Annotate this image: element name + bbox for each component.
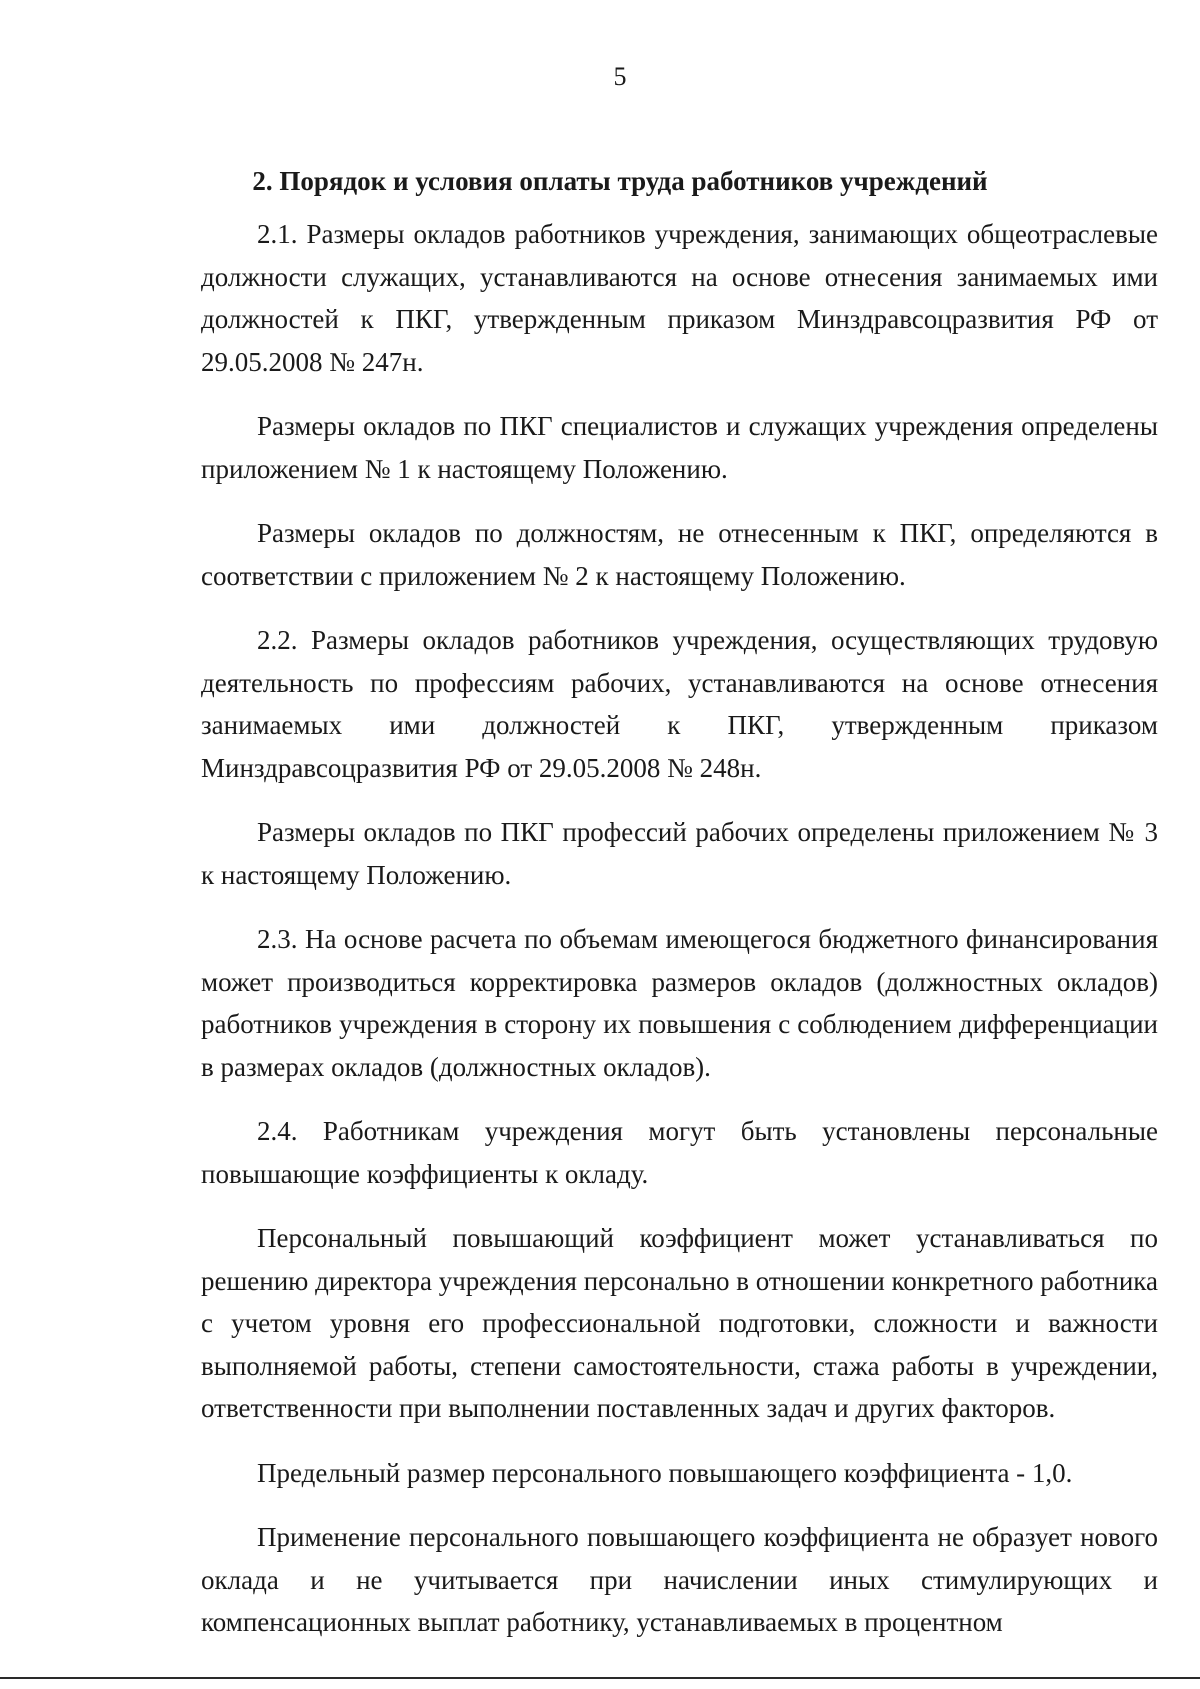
paragraph-2-2: 2.2. Размеры окладов работников учреждения, осуществляющих трудовую деятельность по профессиям рабочих, устанавливаются на основе отнесения занимаемых ими должностей к ПКГ, утвержденным приказом Минздравсоцразвития РФ от 29.05.2008 № 248н.: [201, 625, 1158, 783]
paragraph-pkg-workers: Размеры окладов по ПКГ профессий рабочих определены приложением № 3 к настоящему Положению.: [201, 817, 1158, 890]
paragraph-coefficient-limit: Предельный размер персонального повышающего коэффициента - 1,0.: [257, 1457, 1073, 1488]
paragraph-coefficient-application: Применение персонального повышающего коэффициента не образует нового оклада и не учитывается при начислении иных стимулирующих и компенсационных выплат работнику, устанавливаемых в процентном: [201, 1522, 1158, 1637]
paragraph-2-3: 2.3. На основе расчета по объемам имеющегося бюджетного финансирования может производиться корректировка размеров окладов (должностных окладов) работников учреждения в сторону их повышения с соблюдением дифференциации в размерах окладов (должностных окладов).: [201, 924, 1158, 1082]
paragraph-pkg-specialists: Размеры окладов по ПКГ специалистов и служащих учреждения определены приложением № 1 к настоящему Положению.: [201, 411, 1158, 484]
paragraph-non-pkg-positions: Размеры окладов по должностям, не отнесенным к ПКГ, определяются в соответствии с приложением № 2 к настоящему Положению.: [201, 518, 1158, 591]
section-title: 2. Порядок и условия оплаты труда работников учреждений: [252, 166, 988, 196]
paragraph-2-4: 2.4. Работникам учреждения могут быть установлены персональные повышающие коэффициенты к окладу.: [201, 1116, 1158, 1189]
paragraph-2-1: 2.1. Размеры окладов работников учреждения, занимающих общеотраслевые должности служащих, устанавливаются на основе отнесения занимаемых ими должностей к ПКГ, утвержденным приказом Минздравсоцразвития РФ от 29.05.2008 № 247н.: [201, 219, 1158, 377]
page-number: 5: [613, 62, 627, 91]
bottom-scan-edge: [0, 1677, 1200, 1679]
document-body: [201, 213, 1158, 1666]
paragraph-personal-coefficient: Персональный повышающий коэффициент может устанавливаться по решению директора учреждения персонально в отношении конкретного работника с учетом уровня его профессиональной подготовки, сложности и важности выполняемой работы, степени самостоятельности, стажа работы в учреждении, ответственности при выполнении поставленных задач и других факторов.: [201, 1223, 1158, 1423]
